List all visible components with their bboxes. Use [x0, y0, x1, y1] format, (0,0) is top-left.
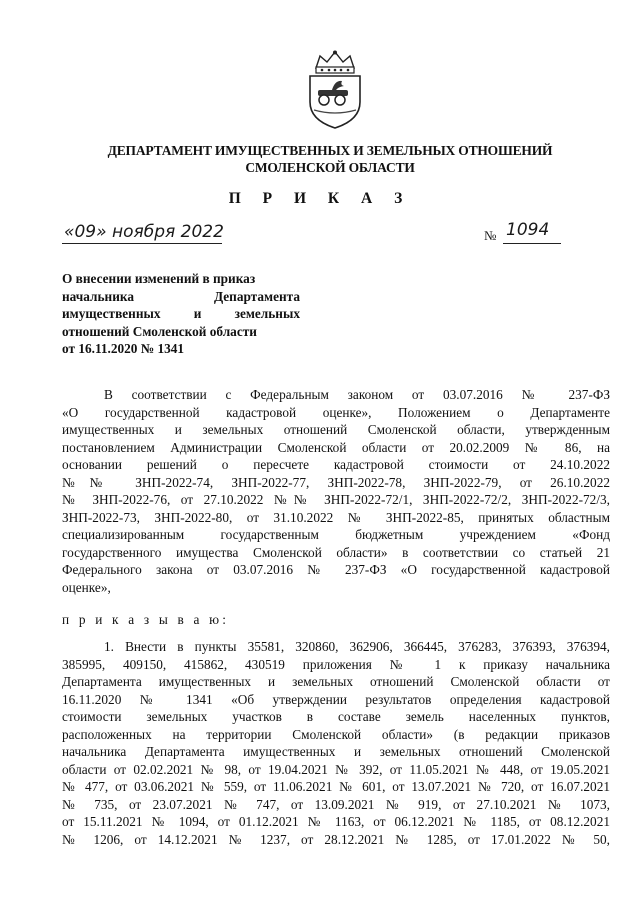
subject-line: О внесении изменений в приказ — [62, 271, 256, 286]
subject-line: от 16.11.2020 № 1341 — [62, 341, 185, 356]
item-line: области от 02.02.2021 № 98, от 19.04.2021 № 392, от 11.05.2021 № 448, от 19.05.2021 — [62, 761, 610, 777]
smolensk-coat-of-arms-emblem — [302, 50, 368, 130]
item-line: начальника Департамента имущественных и земельных отношений Смоленской — [62, 744, 610, 759]
subject-line: начальника Департамента — [62, 288, 300, 304]
preamble-line: оценке», — [62, 579, 111, 595]
preamble-line: специализированным государственным бюджетным учреждением «Фонд — [62, 527, 610, 542]
item-line: № 735, от 23.07.2021 № 747, от 13.09.2021 № 919, от 27.10.2021 № 1073, — [62, 796, 610, 812]
date-underline — [62, 243, 222, 244]
subject-line: имущественных и земельных — [62, 306, 300, 321]
document-type-heading: П Р И К А З — [228, 190, 412, 207]
preamble-line: государственного имущества Смоленской области» в соответствии со статьей 21 — [62, 544, 610, 560]
number-underline — [503, 243, 561, 244]
document-subject — [62, 270, 300, 358]
preamble-line: имущественных и земельных отношений Смоленской области, утвержденным — [62, 422, 610, 437]
item-line: 385995, 409150, 415862, 430519 приложения № 1 к приказу начальника — [62, 656, 610, 672]
preamble-line: № ЗНП-2022-76, от 27.10.2022 №№ ЗНП-2022-72/1, ЗНП-2022-72/2, ЗНП-2022-72/3, — [62, 492, 610, 507]
preamble-line: постановлением Администрации Смоленской области от 20.02.2009 № 86, на — [62, 439, 610, 455]
preamble-line: основании решений о пересчете кадастровой стоимости от 24.10.2022 — [62, 457, 610, 472]
item-1-paragraph — [62, 638, 610, 848]
number-prefix: № — [484, 228, 497, 243]
preamble-paragraph — [62, 386, 610, 596]
item-line: от 15.11.2021 № 1094, от 01.12.2021 № 1163, от 06.12.2021 № 1185, от 08.12.2021 — [62, 814, 610, 829]
preamble-line: №№ ЗНП-2022-74, ЗНП-2022-77, ЗНП-2022-78, ЗНП-2022-79, от 26.10.2022 — [62, 474, 610, 490]
handwritten-date: «09» ноября 2022 — [64, 222, 224, 242]
department-line-2: СМОЛЕНСКОЙ ОБЛАСТИ — [245, 160, 415, 175]
item-line: 1. Внести в пункты 35581, 320860, 362906, 366445, 376283, 376393, 376394, — [104, 639, 610, 654]
order-verb: п р и к а з ы в а ю: — [62, 612, 230, 627]
item-line: № 477, от 03.06.2021 № 559, от 11.06.2021 № 601, от 13.07.2021 № 720, от 16.07.2021 — [62, 779, 610, 794]
department-line-1: ДЕПАРТАМЕНТ ИМУЩЕСТВЕННЫХ И ЗЕМЕЛЬНЫХ ОТНОШЕНИЙ — [107, 143, 553, 158]
item-line: 16.11.2020 № 1341 «Об утверждении результатов определения кадастровой — [62, 691, 610, 707]
item-line: Департамента имущественных и земельных отношений Смоленской области от — [62, 674, 610, 689]
handwritten-number: 1094 — [506, 220, 550, 240]
preamble-line: Федерального закона от 03.07.2016 № 237-ФЗ «О государственной кадастровой — [62, 562, 610, 577]
item-line: стоимости земельных участков в составе земель населенных пунктов, — [62, 709, 610, 724]
item-line: № 1206, от 14.12.2021 № 1237, от 28.12.2021 № 1285, от 17.01.2022 № 50, — [62, 831, 610, 847]
subject-line: отношений Смоленской области — [62, 323, 257, 339]
item-line: расположенных на территории Смоленской области» (в редакции приказов — [62, 726, 610, 742]
preamble-line: В соответствии с Федеральным законом от 03.07.2016 № 237-ФЗ — [104, 387, 610, 402]
department-title — [60, 142, 600, 176]
preamble-line: «О государственной кадастровой оценке», Положением о Департаменте — [62, 404, 610, 420]
preamble-line: ЗНП-2022-73, ЗНП-2022-80, от 31.10.2022 № ЗНП-2022-85, принятых областным — [62, 509, 610, 525]
